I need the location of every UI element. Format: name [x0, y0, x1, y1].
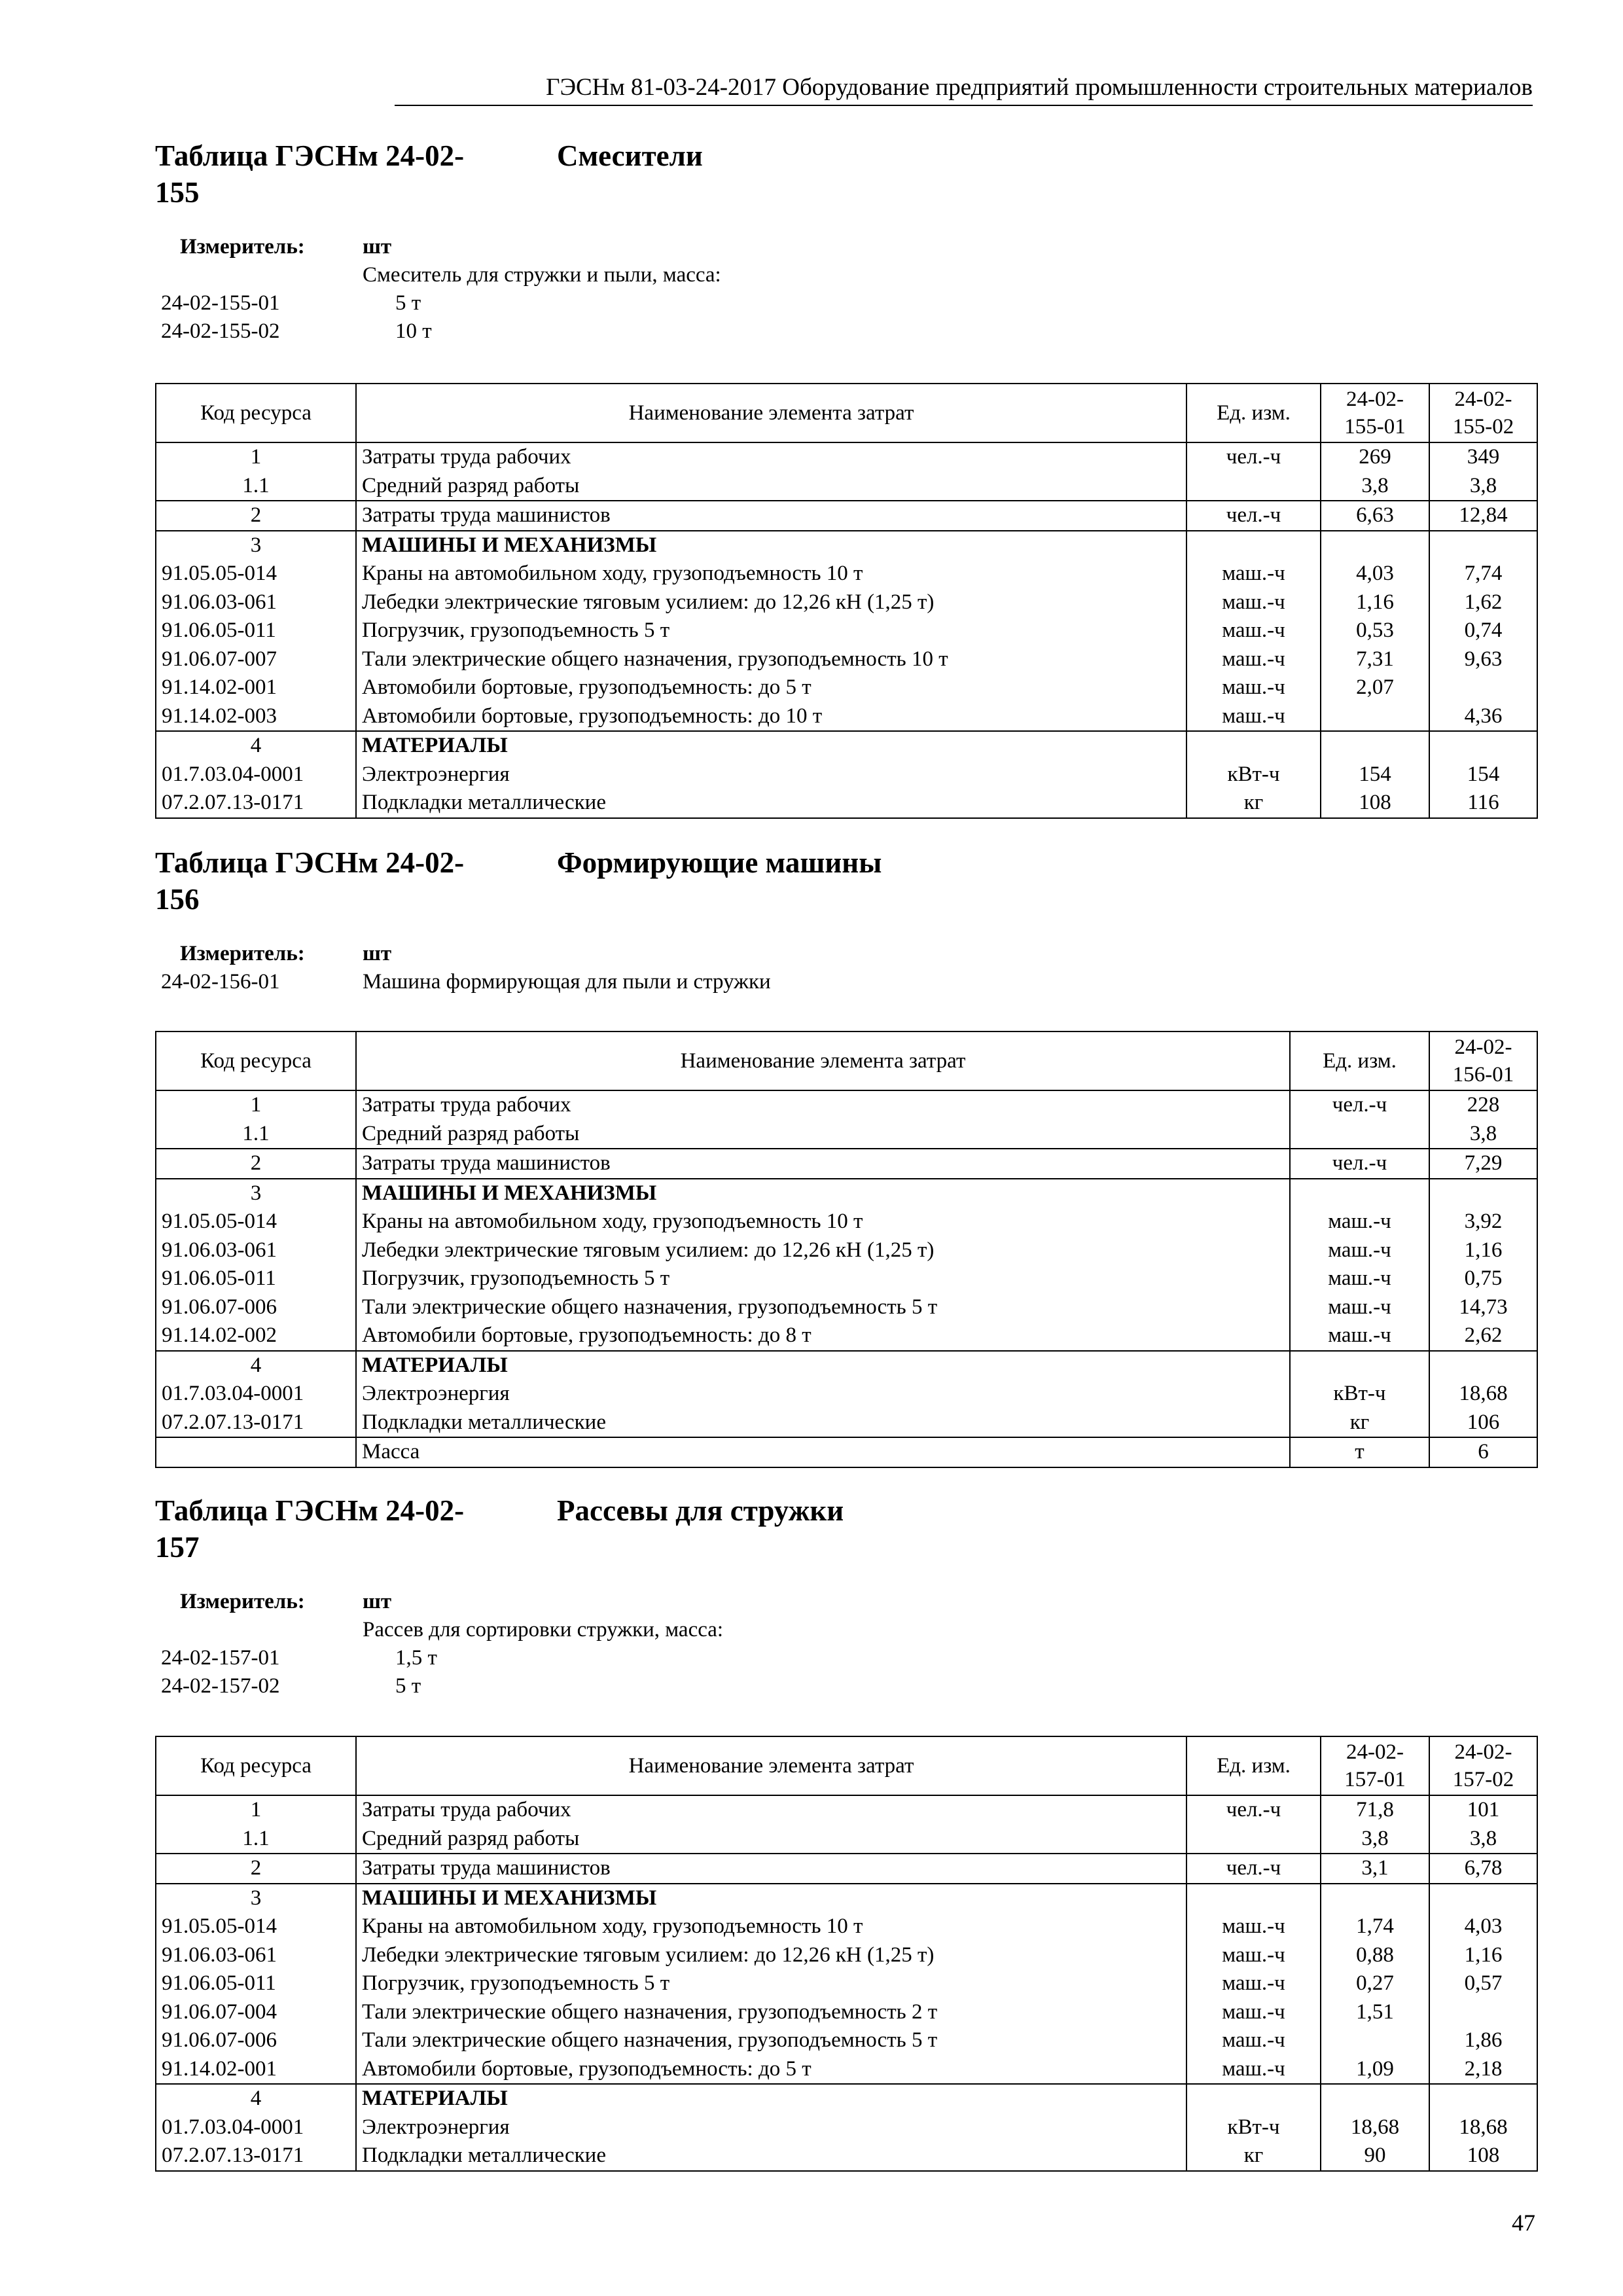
resource-code: 91.14.02-003 — [156, 702, 356, 732]
resource-name: Погрузчик, грузоподъемность 5 т — [356, 1265, 1290, 1293]
header-unit: Ед. изм. — [1186, 1736, 1321, 1795]
table-row — [156, 1408, 1537, 1438]
table-row — [156, 731, 1537, 761]
resource-unit: маш.-ч — [1186, 617, 1321, 645]
resource-name: Тали электрические общего назначения, грузоподъемность 5 т — [356, 1293, 1290, 1322]
resource-unit: маш.-ч — [1186, 588, 1321, 617]
header-row — [156, 384, 1537, 442]
resource-value: 0,74 — [1429, 617, 1537, 645]
resource-value: 12,84 — [1429, 501, 1537, 531]
resource-code: 07.2.07.13-0171 — [156, 1408, 356, 1438]
table-row — [156, 1265, 1537, 1293]
resource-value: 7,29 — [1429, 1149, 1537, 1179]
resource-value — [1429, 1351, 1537, 1380]
resource-unit — [1186, 531, 1321, 560]
resource-value: 228 — [1429, 1090, 1537, 1120]
resource-value: 3,8 — [1429, 472, 1537, 501]
resource-code: 3 — [156, 1179, 356, 1208]
resource-name: Затраты труда рабочих — [356, 1090, 1290, 1120]
table-row — [156, 1236, 1537, 1265]
resource-name: Затраты труда машинистов — [356, 501, 1186, 531]
resource-unit: маш.-ч — [1186, 2026, 1321, 2055]
resource-unit: маш.-ч — [1290, 1265, 1429, 1293]
resource-value: 1,16 — [1429, 1236, 1537, 1265]
table-row — [156, 442, 1537, 472]
resource-name: Лебедки электрические тяговым усилием: до 12,26 кН (1,25 т) — [356, 1941, 1186, 1970]
resource-name: Автомобили бортовые, грузоподъемность: до 8 т — [356, 1321, 1290, 1351]
resource-unit — [1186, 2084, 1321, 2113]
variant-value: 10 т — [395, 319, 432, 343]
table-title-number: 155 — [155, 176, 200, 209]
variant-value: 5 т — [395, 1674, 421, 1698]
header-variant: 24-02- 156-01 — [1429, 1031, 1537, 1090]
table-row — [156, 2142, 1537, 2171]
table-row — [156, 1437, 1537, 1467]
resource-name: Средний разряд работы — [356, 1825, 1186, 1854]
meter-unit: шт — [363, 1590, 392, 1613]
resource-code: 3 — [156, 1884, 356, 1913]
resource-code: 91.06.07-006 — [156, 1293, 356, 1322]
resource-name: Масса — [356, 1437, 1290, 1467]
resource-code: 1.1 — [156, 1120, 356, 1149]
resource-name: Электроэнергия — [356, 1380, 1290, 1408]
resource-code: 91.06.07-007 — [156, 645, 356, 674]
resource-value — [1321, 531, 1429, 560]
header-row — [156, 1031, 1537, 1090]
resource-name: Краны на автомобильном ходу, грузоподъемность 10 т — [356, 1912, 1186, 1941]
resource-table — [155, 383, 1538, 819]
resource-value — [1321, 2084, 1429, 2113]
header-variant: 24-02- 155-01 — [1321, 384, 1429, 442]
table-title-number: 157 — [155, 1531, 200, 1564]
resource-value: 2,18 — [1429, 2055, 1537, 2085]
table-row — [156, 2113, 1537, 2142]
variant-code: 24-02-157-02 — [161, 1674, 280, 1698]
table-row — [156, 1351, 1537, 1380]
resource-code: 1 — [156, 1795, 356, 1825]
resource-value: 1,74 — [1321, 1912, 1429, 1941]
table-row — [156, 1795, 1537, 1825]
table-row — [156, 1825, 1537, 1854]
table-title-label: Таблица ГЭСНм 24-02- — [155, 139, 465, 172]
header-variant: 24-02- 155-02 — [1429, 384, 1537, 442]
resource-value: 18,68 — [1321, 2113, 1429, 2142]
variant-value: Машина формирующая для пыли и стружки — [363, 970, 771, 994]
resource-value: 0,57 — [1429, 1969, 1537, 1998]
header-unit: Ед. изм. — [1186, 384, 1321, 442]
table-row — [156, 1120, 1537, 1149]
resource-value: 3,8 — [1429, 1120, 1537, 1149]
resource-name: МАТЕРИАЛЫ — [356, 1351, 1290, 1380]
resource-value: 7,74 — [1429, 560, 1537, 588]
resource-value: 3,92 — [1429, 1208, 1537, 1236]
resource-value: 269 — [1321, 442, 1429, 472]
resource-unit: кВт-ч — [1186, 761, 1321, 789]
header-variant: 24-02- 157-02 — [1429, 1736, 1537, 1795]
table-row — [156, 1208, 1537, 1236]
table-row — [156, 1149, 1537, 1179]
resource-unit — [1186, 1884, 1321, 1913]
table-title-name: Формирующие машины — [557, 846, 882, 879]
table-row — [156, 2055, 1537, 2085]
resource-name: Тали электрические общего назначения, грузоподъемность 5 т — [356, 2026, 1186, 2055]
resource-value: 2,62 — [1429, 1321, 1537, 1351]
resource-unit: маш.-ч — [1290, 1208, 1429, 1236]
meter-description: Рассев для сортировки стружки, масса: — [363, 1618, 724, 1641]
resource-code: 91.05.05-014 — [156, 1912, 356, 1941]
table-row — [156, 1321, 1537, 1351]
resource-name: Автомобили бортовые, грузоподъемность: до 10 т — [356, 702, 1186, 732]
resource-value: 1,86 — [1429, 2026, 1537, 2055]
table-title — [155, 1492, 1537, 1566]
resource-value: 4,03 — [1429, 1912, 1537, 1941]
resource-name: Средний разряд работы — [356, 472, 1186, 501]
resource-table — [155, 1031, 1538, 1468]
resource-unit: маш.-ч — [1186, 645, 1321, 674]
resource-code: 1 — [156, 442, 356, 472]
resource-unit: чел.-ч — [1186, 442, 1321, 472]
resource-name: Электроэнергия — [356, 2113, 1186, 2142]
resource-code: 91.06.03-061 — [156, 1236, 356, 1265]
resource-unit: маш.-ч — [1186, 673, 1321, 702]
resource-unit: кВт-ч — [1186, 2113, 1321, 2142]
table-row — [156, 1090, 1537, 1120]
resource-name: Затраты труда машинистов — [356, 1854, 1186, 1884]
resource-value: 101 — [1429, 1795, 1537, 1825]
resource-unit: маш.-ч — [1186, 1969, 1321, 1998]
resource-value: 0,88 — [1321, 1941, 1429, 1970]
resource-value: 349 — [1429, 442, 1537, 472]
resource-value — [1429, 1179, 1537, 1208]
resource-unit: маш.-ч — [1186, 702, 1321, 732]
resource-name: МАШИНЫ И МЕХАНИЗМЫ — [356, 1884, 1186, 1913]
resource-unit: маш.-ч — [1186, 1941, 1321, 1970]
header-name: Наименование элемента затрат — [356, 1031, 1290, 1090]
header-code: Код ресурса — [156, 384, 356, 442]
table-row — [156, 1969, 1537, 1998]
resource-name: Затраты труда рабочих — [356, 442, 1186, 472]
resource-code: 91.06.07-006 — [156, 2026, 356, 2055]
resource-unit: чел.-ч — [1290, 1149, 1429, 1179]
resource-code: 4 — [156, 1351, 356, 1380]
resource-name: Затраты труда рабочих — [356, 1795, 1186, 1825]
resource-value: 14,73 — [1429, 1293, 1537, 1322]
resource-value: 3,1 — [1321, 1854, 1429, 1884]
resource-unit: маш.-ч — [1186, 1998, 1321, 2027]
resource-unit: маш.-ч — [1290, 1321, 1429, 1351]
table-row — [156, 1941, 1537, 1970]
table-row — [156, 673, 1537, 702]
variant-code: 24-02-155-02 — [161, 319, 280, 343]
table-row — [156, 1998, 1537, 2027]
resource-value: 6,63 — [1321, 501, 1429, 531]
resource-value: 108 — [1429, 2142, 1537, 2171]
resource-name: Автомобили бортовые, грузоподъемность: до 5 т — [356, 2055, 1186, 2085]
resource-value: 116 — [1429, 789, 1537, 818]
resource-value — [1321, 1884, 1429, 1913]
resource-value — [1321, 702, 1429, 732]
section-24-02-155 — [155, 137, 1537, 814]
table-row — [156, 472, 1537, 501]
resource-unit — [1290, 1351, 1429, 1380]
meter-unit: шт — [363, 942, 392, 965]
resource-unit: чел.-ч — [1186, 1795, 1321, 1825]
resource-value — [1429, 731, 1537, 761]
resource-unit: маш.-ч — [1186, 560, 1321, 588]
resource-value: 0,27 — [1321, 1969, 1429, 1998]
resource-value: 106 — [1429, 1408, 1537, 1438]
table-row — [156, 789, 1537, 818]
resource-value — [1429, 673, 1537, 702]
resource-unit — [1290, 1179, 1429, 1208]
resource-name: Подкладки металлические — [356, 789, 1186, 818]
variant-code: 24-02-156-01 — [161, 970, 280, 994]
resource-value: 0,53 — [1321, 617, 1429, 645]
resource-value: 154 — [1321, 761, 1429, 789]
resource-value: 6 — [1429, 1437, 1537, 1467]
resource-name: МАТЕРИАЛЫ — [356, 731, 1186, 761]
resource-unit: т — [1290, 1437, 1429, 1467]
resource-name: Лебедки электрические тяговым усилием: до 12,26 кН (1,25 т) — [356, 588, 1186, 617]
resource-value: 108 — [1321, 789, 1429, 818]
page-number: 47 — [1512, 2210, 1535, 2236]
resource-value: 7,31 — [1321, 645, 1429, 674]
resource-code: 91.06.05-011 — [156, 1265, 356, 1293]
table-row — [156, 1179, 1537, 1208]
resource-unit: кг — [1186, 789, 1321, 818]
header-code: Код ресурса — [156, 1736, 356, 1795]
resource-name: Погрузчик, грузоподъемность 5 т — [356, 1969, 1186, 1998]
resource-value: 4,36 — [1429, 702, 1537, 732]
resource-value: 2,07 — [1321, 673, 1429, 702]
resource-value — [1429, 1998, 1537, 2027]
resource-name: Подкладки металлические — [356, 1408, 1290, 1438]
resource-code: 4 — [156, 731, 356, 761]
resource-value: 3,8 — [1321, 1825, 1429, 1854]
resource-value: 154 — [1429, 761, 1537, 789]
resource-value: 9,63 — [1429, 645, 1537, 674]
resource-code: 01.7.03.04-0001 — [156, 1380, 356, 1408]
resource-name: Электроэнергия — [356, 761, 1186, 789]
resource-value: 1,51 — [1321, 1998, 1429, 2027]
header-code: Код ресурса — [156, 1031, 356, 1090]
resource-unit: маш.-ч — [1290, 1236, 1429, 1265]
table-title-label: Таблица ГЭСНм 24-02- — [155, 1494, 465, 1527]
resource-unit: чел.-ч — [1186, 1854, 1321, 1884]
resource-code: 1 — [156, 1090, 356, 1120]
resource-unit: чел.-ч — [1290, 1090, 1429, 1120]
meter-description: Смеситель для стружки и пыли, масса: — [363, 263, 721, 287]
resource-name: Тали электрические общего назначения, грузоподъемность 10 т — [356, 645, 1186, 674]
resource-value: 90 — [1321, 2142, 1429, 2171]
header-variant: 24-02- 157-01 — [1321, 1736, 1429, 1795]
resource-code: 91.05.05-014 — [156, 560, 356, 588]
table-title — [155, 844, 1537, 918]
section-24-02-157 — [155, 1492, 1537, 2167]
table-row — [156, 1884, 1537, 1913]
meter-label: Измеритель: — [180, 235, 305, 259]
resource-code: 91.06.05-011 — [156, 1969, 356, 1998]
header-row — [156, 1736, 1537, 1795]
resource-unit — [1186, 731, 1321, 761]
resource-code: 4 — [156, 2084, 356, 2113]
resource-value: 1,09 — [1321, 2055, 1429, 2085]
meter-unit: шт — [363, 235, 392, 259]
resource-code: 91.14.02-001 — [156, 2055, 356, 2085]
resource-code: 91.06.07-004 — [156, 1998, 356, 2027]
resource-code: 1.1 — [156, 472, 356, 501]
table-row — [156, 702, 1537, 732]
resource-value: 3,8 — [1429, 1825, 1537, 1854]
resource-unit: маш.-ч — [1186, 1912, 1321, 1941]
meter-label: Измеритель: — [180, 1590, 305, 1613]
resource-value: 4,03 — [1321, 560, 1429, 588]
table-row — [156, 1912, 1537, 1941]
table-row — [156, 531, 1537, 560]
resource-value: 6,78 — [1429, 1854, 1537, 1884]
resource-value: 0,75 — [1429, 1265, 1537, 1293]
meter-block — [155, 1588, 1537, 1700]
header-name: Наименование элемента затрат — [356, 384, 1186, 442]
resource-unit — [1186, 1825, 1321, 1854]
resource-unit: кг — [1290, 1408, 1429, 1438]
resource-value — [1429, 1884, 1537, 1913]
table-row — [156, 645, 1537, 674]
resource-code: 07.2.07.13-0171 — [156, 789, 356, 818]
variant-code: 24-02-155-01 — [161, 291, 280, 315]
resource-table — [155, 1736, 1538, 2172]
resource-name: Подкладки металлические — [356, 2142, 1186, 2171]
resource-code: 91.06.03-061 — [156, 588, 356, 617]
resource-code: 2 — [156, 1149, 356, 1179]
header-unit: Ед. изм. — [1290, 1031, 1429, 1090]
table-title-label: Таблица ГЭСНм 24-02- — [155, 846, 465, 879]
resource-value: 71,8 — [1321, 1795, 1429, 1825]
table-title-name: Смесители — [557, 139, 703, 172]
resource-name: Средний разряд работы — [356, 1120, 1290, 1149]
header-name: Наименование элемента затрат — [356, 1736, 1186, 1795]
resource-value — [1321, 2026, 1429, 2055]
table-row — [156, 1380, 1537, 1408]
resource-name: МАШИНЫ И МЕХАНИЗМЫ — [356, 1179, 1290, 1208]
resource-name: Краны на автомобильном ходу, грузоподъемность 10 т — [356, 560, 1186, 588]
resource-code: 91.05.05-014 — [156, 1208, 356, 1236]
resource-code: 01.7.03.04-0001 — [156, 761, 356, 789]
resource-code: 2 — [156, 501, 356, 531]
resource-code: 2 — [156, 1854, 356, 1884]
resource-code: 01.7.03.04-0001 — [156, 2113, 356, 2142]
variant-code: 24-02-157-01 — [161, 1646, 280, 1670]
resource-code: 91.06.03-061 — [156, 1941, 356, 1970]
resource-unit: маш.-ч — [1186, 2055, 1321, 2085]
resource-code: 91.06.05-011 — [156, 617, 356, 645]
resource-code: 91.14.02-001 — [156, 673, 356, 702]
table-title-number: 156 — [155, 883, 200, 916]
running-header: ГЭСНм 81-03-24-2017 Оборудование предприятий промышленности строительных материалов — [395, 73, 1533, 106]
resource-name: МАТЕРИАЛЫ — [356, 2084, 1186, 2113]
resource-value: 18,68 — [1429, 2113, 1537, 2142]
table-row — [156, 761, 1537, 789]
resource-unit — [1290, 1120, 1429, 1149]
resource-unit: кВт-ч — [1290, 1380, 1429, 1408]
resource-name: Краны на автомобильном ходу, грузоподъемность 10 т — [356, 1208, 1290, 1236]
resource-unit: чел.-ч — [1186, 501, 1321, 531]
table-row — [156, 501, 1537, 531]
meter-label: Измеритель: — [180, 942, 305, 965]
resource-unit — [1186, 472, 1321, 501]
resource-value — [1429, 2084, 1537, 2113]
table-title — [155, 137, 1537, 211]
resource-name: Лебедки электрические тяговым усилием: до 12,26 кН (1,25 т) — [356, 1236, 1290, 1265]
table-row — [156, 2026, 1537, 2055]
resource-name: Затраты труда машинистов — [356, 1149, 1290, 1179]
table-row — [156, 2084, 1537, 2113]
table-row — [156, 1854, 1537, 1884]
meter-block — [155, 940, 1537, 996]
variant-value: 1,5 т — [395, 1646, 437, 1670]
variant-value: 5 т — [395, 291, 421, 315]
resource-name: Автомобили бортовые, грузоподъемность: до 5 т — [356, 673, 1186, 702]
table-row — [156, 588, 1537, 617]
resource-value: 1,16 — [1321, 588, 1429, 617]
resource-name: Погрузчик, грузоподъемность 5 т — [356, 617, 1186, 645]
table-row — [156, 1293, 1537, 1322]
resource-value: 1,16 — [1429, 1941, 1537, 1970]
resource-value: 1,62 — [1429, 588, 1537, 617]
resource-code: 3 — [156, 531, 356, 560]
resource-value: 18,68 — [1429, 1380, 1537, 1408]
resource-unit: маш.-ч — [1290, 1293, 1429, 1322]
resource-value — [1429, 531, 1537, 560]
resource-code: 91.14.02-002 — [156, 1321, 356, 1351]
section-24-02-156 — [155, 844, 1537, 1463]
resource-code: 07.2.07.13-0171 — [156, 2142, 356, 2171]
table-row — [156, 617, 1537, 645]
table-row — [156, 560, 1537, 588]
table-title-name: Рассевы для стружки — [557, 1494, 844, 1527]
resource-value — [1321, 731, 1429, 761]
resource-name: МАШИНЫ И МЕХАНИЗМЫ — [356, 531, 1186, 560]
resource-code — [156, 1437, 356, 1467]
resource-name: Тали электрические общего назначения, грузоподъемность 2 т — [356, 1998, 1186, 2027]
resource-value: 3,8 — [1321, 472, 1429, 501]
resource-unit: кг — [1186, 2142, 1321, 2171]
meter-block — [155, 233, 1537, 346]
resource-code: 1.1 — [156, 1825, 356, 1854]
